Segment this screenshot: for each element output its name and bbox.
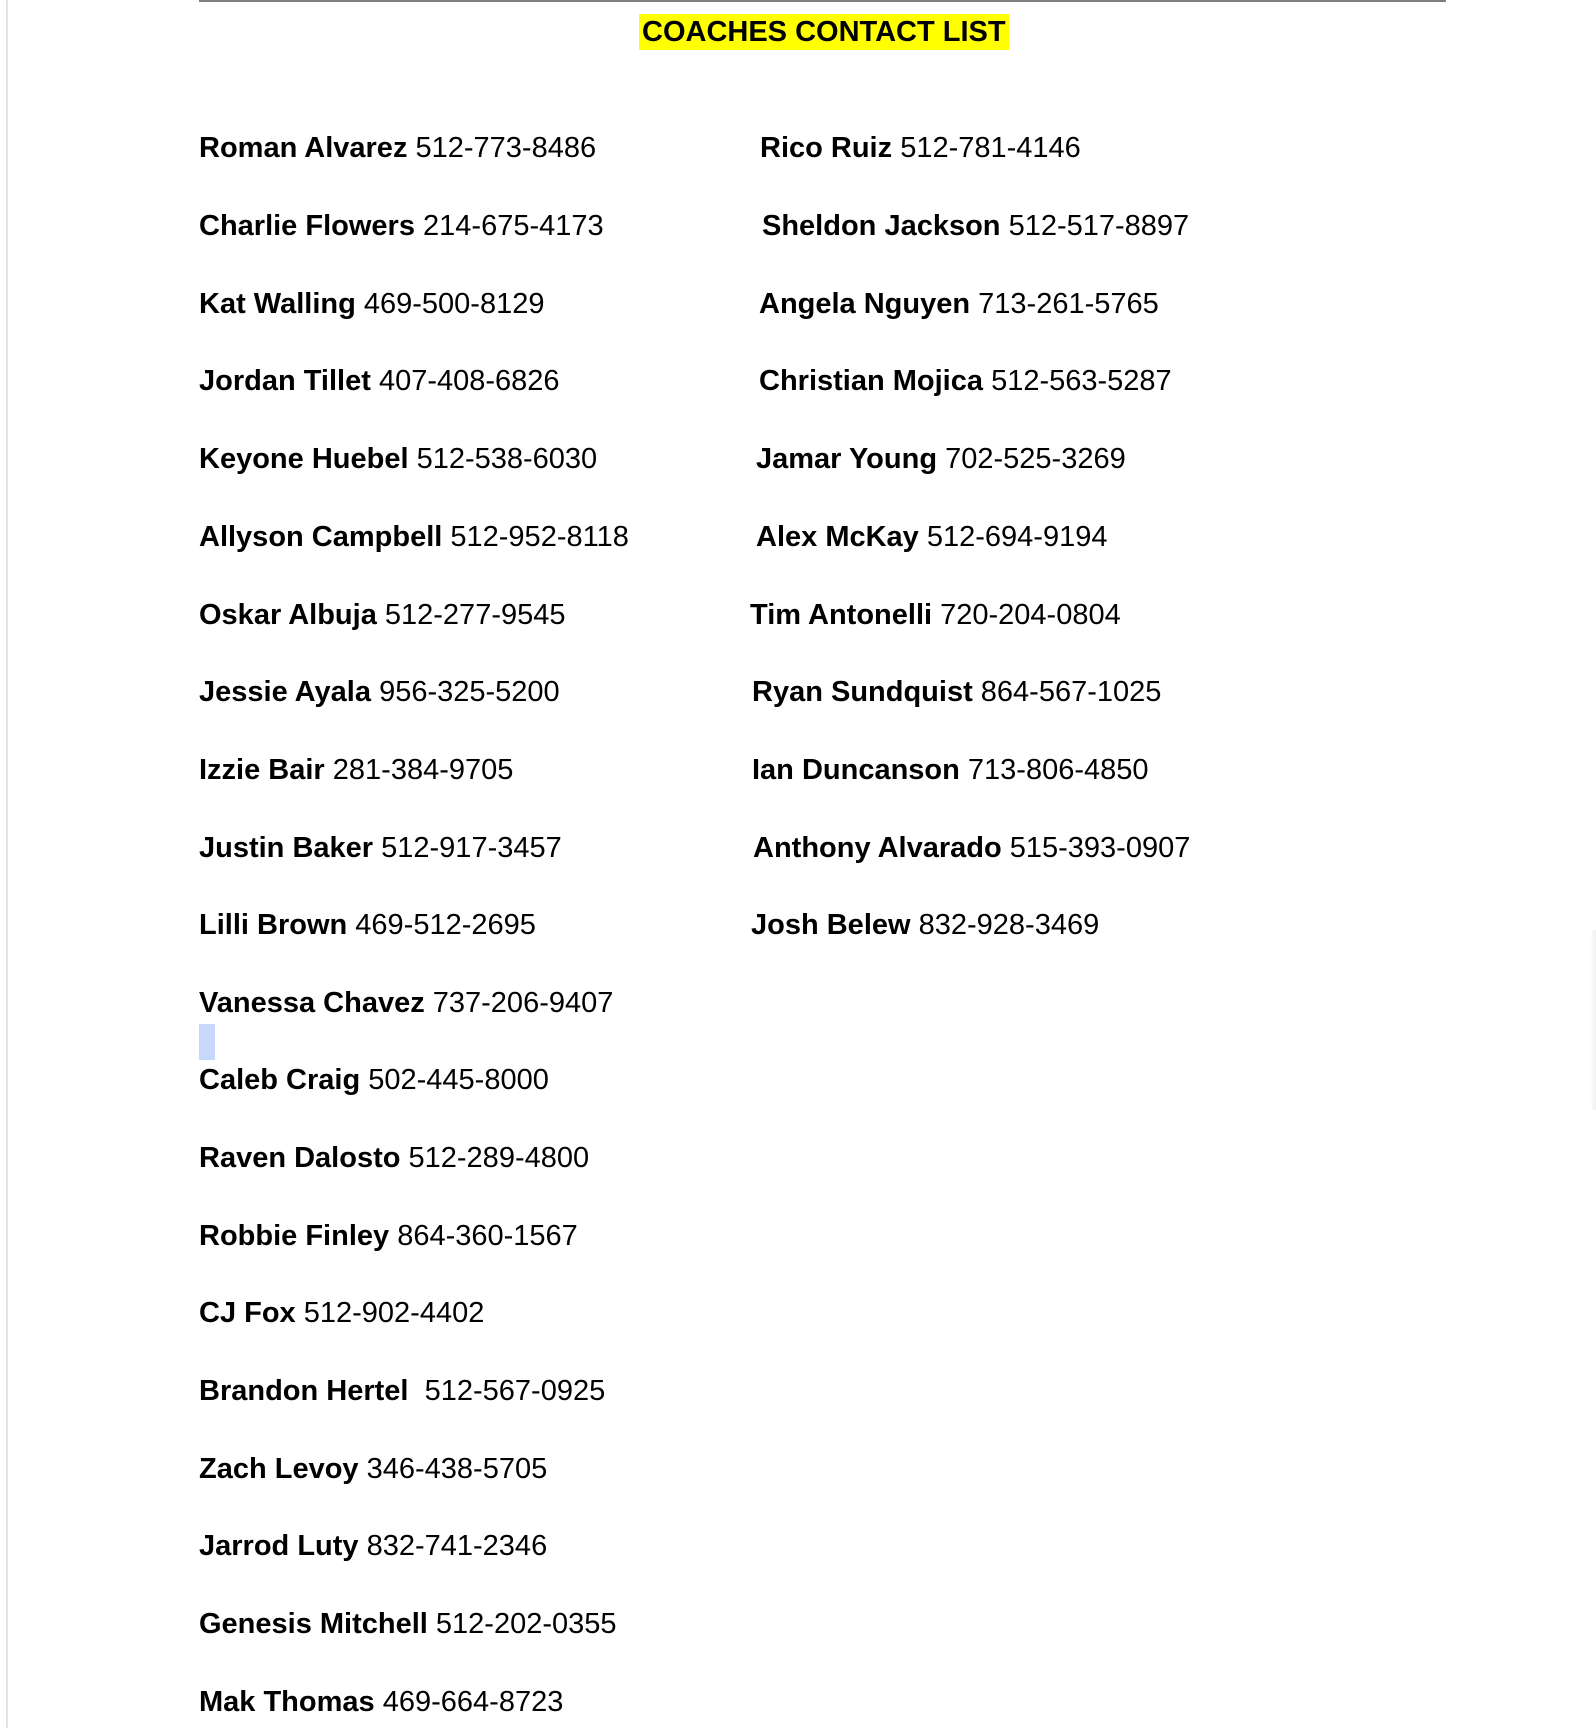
contact-entry [199,519,629,555]
contact-name: Josh Belew [751,909,911,941]
contact-phone: 469-500-8129 [363,288,545,320]
contact-entry [762,208,1189,244]
contact-phone: 720-204-0804 [940,599,1121,631]
contact-name: CJ Fox [199,1297,296,1329]
contact-phone: 713-806-4850 [967,754,1149,786]
contact-name: Sheldon Jackson [762,210,1001,242]
contact-phone: 515-393-0907 [1009,832,1191,864]
contact-phone: 512-694-9194 [926,521,1108,553]
contact-name: Caleb Craig [199,1064,361,1096]
contact-name: Angela Nguyen [759,288,971,320]
contact-phone: 512-917-3457 [381,832,562,864]
contact-phone: 502-445-8000 [368,1064,549,1096]
contact-phone: 512-538-6030 [416,443,598,475]
contact-entry [199,1218,578,1254]
contact-entry [199,1140,589,1176]
page-left-edge [6,0,8,1728]
contact-phone: 512-289-4800 [408,1142,590,1174]
contact-phone: 512-773-8486 [415,132,597,164]
contact-entry [750,597,1121,633]
contact-phone: 512-563-5287 [991,365,1172,397]
contact-phone: 956-325-5200 [379,676,560,708]
contact-entry [199,130,596,166]
contact-name: Ian Duncanson [752,754,960,786]
contact-entry [199,1373,605,1409]
contact-phone: 469-664-8723 [382,1686,564,1718]
contact-entry [199,830,562,866]
contact-name: Jordan Tillet [199,365,371,397]
contact-name: Anthony Alvarado [753,832,1002,864]
contact-entry [752,752,1149,788]
contact-entry [199,363,560,399]
contact-entry [199,985,613,1021]
contact-entry [199,1451,547,1487]
contact-name: Justin Baker [199,832,374,864]
contact-phone: 512-902-4402 [303,1297,485,1329]
contact-phone: 702-525-3269 [945,443,1126,475]
contact-phone: 713-261-5765 [978,288,1159,320]
contact-name: Tim Antonelli [750,599,933,631]
contact-name: Roman Alvarez [199,132,408,164]
contact-name: Zach Levoy [199,1453,359,1485]
contact-name: Allyson Campbell [199,521,443,553]
contact-name: Charlie Flowers [199,210,415,242]
contact-name: Robbie Finley [199,1220,390,1252]
contact-name: Vanessa Chavez [199,987,425,1019]
contact-phone: 512-567-0925 [416,1375,606,1407]
contact-phone: 214-675-4173 [423,210,604,242]
contact-phone: 512-277-9545 [384,599,566,631]
contact-name: Rico Ruiz [760,132,893,164]
contact-entry [199,1062,549,1098]
contact-phone: 512-781-4146 [900,132,1081,164]
contact-name: Jamar Young [756,443,938,475]
contact-entry [752,674,1161,710]
text-cursor[interactable] [199,1024,215,1060]
contact-entry [199,674,560,710]
contact-phone: 469-512-2695 [355,909,536,941]
contact-phone: 832-928-3469 [918,909,1100,941]
contact-name: Jessie Ayala [199,676,371,708]
contact-name: Raven Dalosto [199,1142,401,1174]
contact-phone: 512-952-8118 [450,521,629,553]
contact-phone: 864-360-1567 [397,1220,578,1252]
contact-entry [199,1684,563,1720]
page-top-rule [199,0,1446,2]
contact-entry [199,441,597,477]
contact-name: Lilli Brown [199,909,348,941]
contact-phone: 281-384-9705 [332,754,514,786]
contact-entry [753,830,1190,866]
scrollbar-edge[interactable] [1590,930,1596,1110]
contact-entry [760,130,1081,166]
contact-name: Oskar Albuja [199,599,377,631]
contact-entry [751,907,1099,943]
contact-entry [759,286,1159,322]
contact-name: Alex McKay [756,521,919,553]
contact-entry [759,363,1172,399]
contact-name: Ryan Sundquist [752,676,973,708]
contact-name: Christian Mojica [759,365,983,397]
contact-entry [199,1528,547,1564]
contact-entry [199,286,544,322]
contact-entry [199,597,566,633]
contact-entry [199,907,536,943]
contact-phone: 737-206-9407 [432,987,614,1019]
contact-name: Brandon Hertel [199,1375,409,1407]
contact-entry [199,752,513,788]
contact-phone: 512-202-0355 [435,1608,617,1640]
contact-name: Keyone Huebel [199,443,409,475]
page-title: COACHES CONTACT LIST [639,14,1009,50]
contact-phone: 512-517-8897 [1008,210,1190,242]
contact-phone: 832-741-2346 [366,1530,548,1562]
contact-entry [756,519,1107,555]
contact-phone: 407-408-6826 [378,365,560,397]
contact-phone: 864-567-1025 [980,676,1162,708]
contact-entry [199,1295,484,1331]
contact-entry [756,441,1126,477]
contact-name: Jarrod Luty [199,1530,359,1562]
contact-name: Genesis Mitchell [199,1608,428,1640]
contact-name: Izzie Bair [199,754,325,786]
contact-entry [199,208,604,244]
contact-phone: 346-438-5705 [366,1453,548,1485]
contact-entry [199,1606,617,1642]
contact-name: Kat Walling [199,288,356,320]
contact-name: Mak Thomas [199,1686,375,1718]
